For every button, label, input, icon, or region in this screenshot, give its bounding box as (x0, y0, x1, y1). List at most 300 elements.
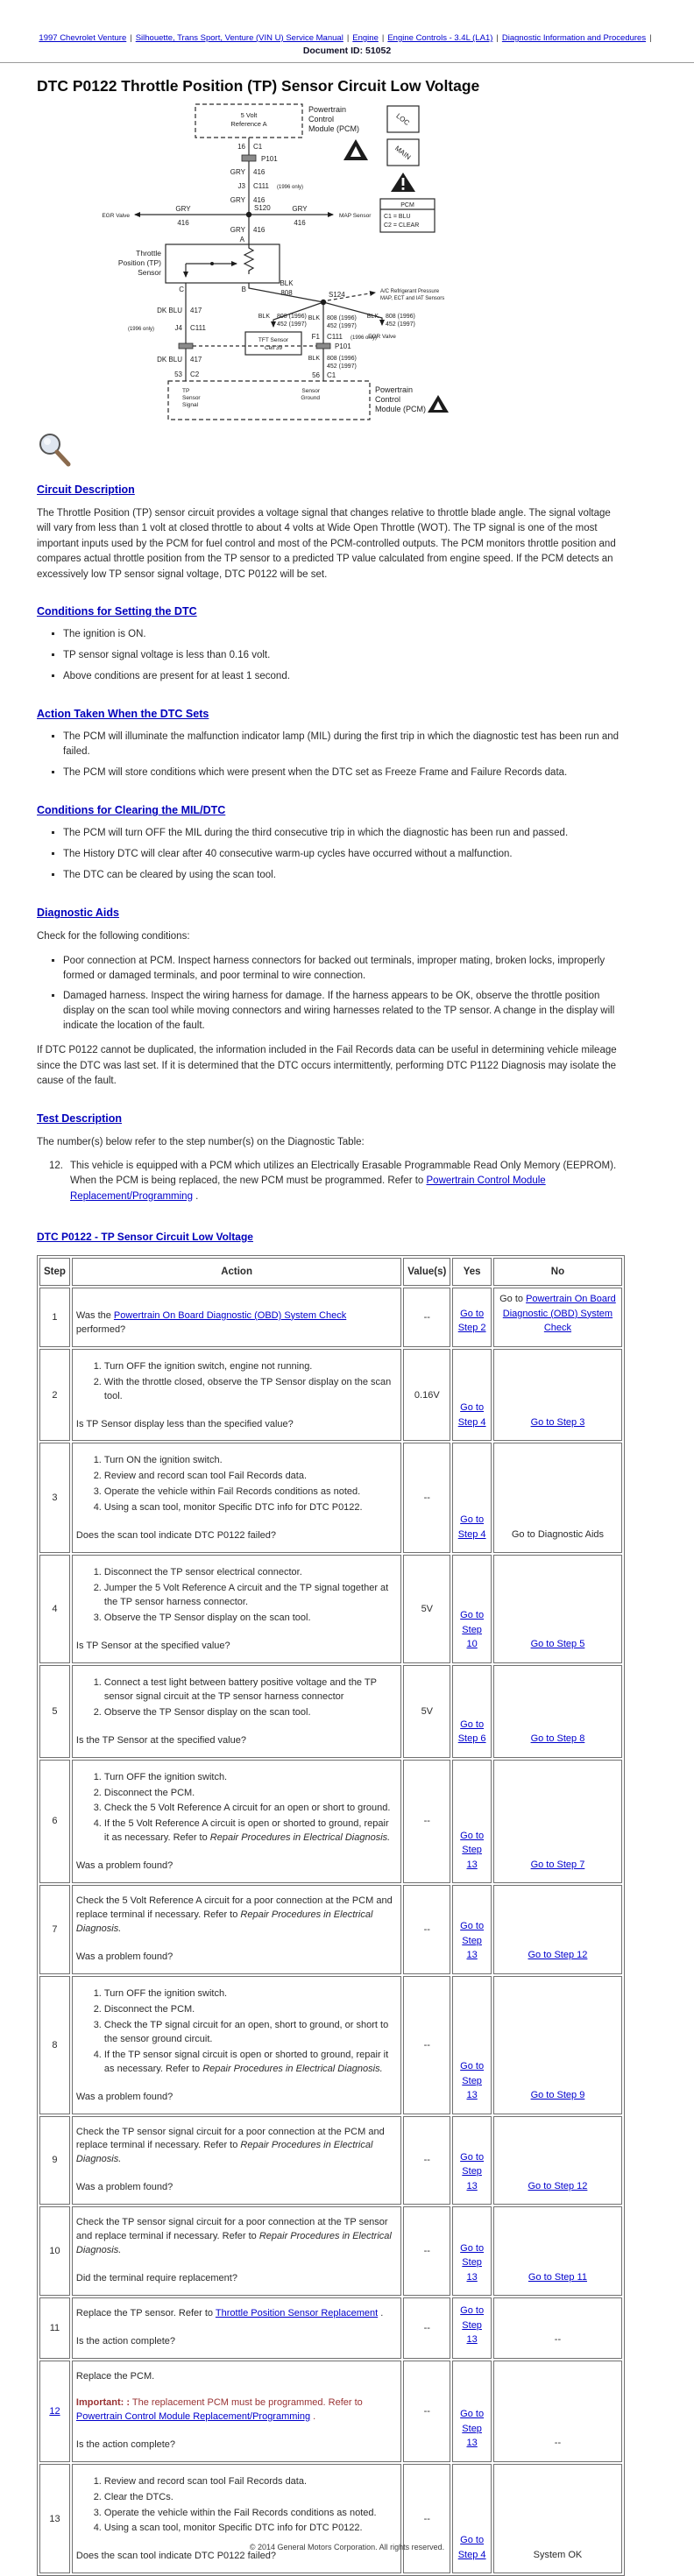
table-row (39, 2464, 622, 2574)
step-number: 11 (39, 2297, 70, 2359)
pcm-replacement-link[interactable]: Powertrain Control Module Replacement/Programming (75, 2410, 311, 2422)
yes-cell (452, 2297, 492, 2359)
action-question: Did the terminal require replacement? (75, 2273, 237, 2284)
value-cell: 5V (403, 1555, 450, 1663)
breadcrumb-link-vehicle[interactable]: 1997 Chevrolet Venture (39, 33, 127, 43)
no-text: Go to (499, 1294, 527, 1305)
no-cell: System OK (493, 2464, 622, 2574)
test-description-item (49, 1159, 626, 1204)
diagram-label: BLK (366, 314, 379, 320)
go-to-step-link[interactable]: Go to Step 13 (460, 2061, 485, 2101)
table-row (39, 1885, 622, 1974)
action-text: performed? (75, 1323, 126, 1335)
table-caption-link[interactable]: DTC P0122 - TP Sensor Circuit Low Voltage (37, 1230, 253, 1243)
diagram-label: EGR Valve (368, 334, 396, 340)
action-text-italic: Repair Procedures in Electrical Diagnosis. (209, 1832, 391, 1844)
diagram-label: EGR Valve (102, 213, 130, 219)
important-note (76, 2396, 393, 2424)
no-cell (493, 1760, 622, 1884)
diagram-label: 808 (1996) (327, 315, 357, 321)
wiring-diagram (74, 99, 694, 429)
table-row (39, 1760, 622, 1884)
step-number: 1 (39, 1288, 70, 1347)
action-steps (76, 1771, 393, 1846)
action-step: 2. Clear the DTCs. (104, 2491, 393, 2505)
action-cell (72, 1760, 401, 1884)
action-step: 2. Disconnect the PCM. (104, 2003, 393, 2017)
breadcrumb-separator: | (130, 33, 132, 43)
breadcrumb-separator: | (496, 33, 499, 43)
step-number: 2 (39, 1349, 70, 1442)
section-heading-test-description[interactable]: Test Description (37, 1112, 123, 1125)
diagram-label: Ground (301, 395, 320, 401)
go-to-step-link[interactable]: Go to Step 7 (530, 1859, 585, 1870)
diagram-label: 417 (190, 307, 202, 314)
test-description-intro: The number(s) below refer to the step number(s) on the Diagnostic Table: (37, 1136, 365, 1147)
action-text-italic: Repair Procedures in Electrical Diagnosis. (75, 2140, 373, 2165)
action-question: Does the scan tool indicate DTC P0122 failed? (75, 2551, 276, 2562)
action-question: Was a problem found? (75, 1860, 174, 1872)
action-cell (72, 1665, 401, 1758)
diagram-label: GRY (230, 196, 245, 204)
diagram-label: Reference A (230, 120, 267, 128)
action-cell (72, 1443, 401, 1553)
loc-icon-label: LOC (394, 111, 411, 128)
action-step: 4. Using a scan tool, monitor Specific DTC info for DTC P0122. (104, 2522, 393, 2536)
yes-cell (452, 1288, 492, 1347)
value-cell: -- (403, 2116, 450, 2205)
diagram-label: C111 (253, 182, 269, 190)
diagram-label: 452 (1997) (386, 321, 415, 328)
action-steps (76, 1360, 393, 1404)
step-number: 10 (39, 2206, 70, 2296)
action-step: 1. Turn OFF the ignition switch. (104, 1987, 393, 2001)
splice-s120-dot (246, 212, 251, 217)
yes-cell (452, 2116, 492, 2205)
diagram-label: Module (PCM) (308, 124, 360, 133)
section-heading-conditions-clearing[interactable]: Conditions for Clearing the MIL/DTC (37, 804, 226, 817)
yes-cell (452, 1555, 492, 1663)
action-step: 2. Jumper the 5 Volt Reference A circuit and the TP signal together at the TP sensor harness connector. (104, 1582, 393, 1610)
obd-system-check-link[interactable]: Powertrain On Board Diagnostic (OBD) System Check (113, 1309, 347, 1321)
value-cell: -- (403, 1885, 450, 1974)
diagram-label: GRY (230, 168, 245, 176)
diagram-label: Cell 39 (264, 345, 283, 351)
value-cell: -- (403, 1288, 450, 1347)
step-12-link[interactable]: 12 (49, 2405, 60, 2417)
action-cell (72, 2361, 401, 2462)
list-item: ▪ The PCM will illuminate the malfunction indicator lamp (MIL) during the first trip in which the diagnostic test has been run and failed. (63, 730, 626, 759)
diagram-label: MAP Sensor (339, 213, 372, 219)
action-step (104, 2049, 393, 2077)
caution-mark (402, 178, 405, 186)
no-cell: Go to Diagnostic Aids (493, 1443, 622, 1553)
breadcrumb-separator: | (346, 33, 350, 43)
action-step: 3. Check the 5 Volt Reference A circuit for an open or short to ground. (104, 1802, 393, 1816)
table-row (39, 2206, 622, 2296)
diagram-label: Sensor (301, 388, 320, 394)
action-steps (76, 1566, 393, 1626)
diagram-label: 16 (237, 143, 245, 151)
action-text-italic: Repair Procedures in Electrical Diagnosis. (75, 1909, 373, 1935)
item-number: 12. (49, 1161, 63, 1172)
main-icon-label: MAIN (393, 144, 413, 162)
table-row (39, 1555, 622, 1663)
go-to-step-link[interactable]: Go to Step 12 (528, 1950, 588, 1961)
go-to-step-link[interactable]: Go to Step 11 (528, 2271, 587, 2283)
go-to-step-link[interactable]: Go to Step 9 (530, 2090, 585, 2101)
diagram-label: 808 (280, 289, 293, 297)
page-title: DTC P0122 Throttle Position (TP) Sensor Circuit Low Voltage (37, 77, 480, 95)
action-cell (72, 1349, 401, 1442)
table-row (39, 1443, 622, 1553)
no-cell (493, 1665, 622, 1758)
diagram-label: TFT Sensor (258, 337, 289, 343)
table-row (39, 1665, 622, 1758)
go-to-step-link[interactable]: Go to Step 13 (460, 1830, 485, 1870)
list-item: ▪ The ignition is ON. (63, 627, 626, 642)
go-to-step-link[interactable]: Go to Step 10 (460, 1610, 485, 1650)
action-question: Is the action complete? (75, 2335, 176, 2347)
diagram-label: BLK (308, 356, 320, 362)
section-heading-action-taken[interactable]: Action Taken When the DTC Sets (37, 708, 209, 721)
yes-cell (452, 1976, 492, 2114)
diagram-label: Position (TP) (117, 258, 161, 267)
breadcrumb (0, 0, 694, 43)
action-cell (72, 2297, 401, 2359)
column-header-step: Step (39, 1258, 70, 1286)
action-question: Does the scan tool indicate DTC P0122 failed? (75, 1530, 276, 1542)
diagram-label: Signal (182, 402, 199, 408)
table-row (39, 2297, 622, 2359)
step-number: 8 (39, 1976, 70, 2114)
go-to-step-link[interactable]: Go to Step 4 (457, 2535, 486, 2560)
diagram-label: (1996 only) (277, 185, 304, 190)
diagram-zoom-control[interactable] (35, 431, 694, 469)
diagram-label: MAP, ECT and IAT Sensors (380, 296, 445, 301)
diagram-label: 416 (177, 219, 189, 227)
action-step: 3. Operate the vehicle within Fail Records conditions as noted. (104, 1486, 393, 1500)
list-item: ▪ Poor connection at PCM. Inspect harness connectors for backed out terminals, improper mating, broken locks, improperly formed or damaged terminals, and poor terminal to wire connection. (63, 954, 626, 983)
list-item: ▪ The PCM will store conditions which were present when the DTC set as Freeze Frame and Failure Records data. (63, 766, 626, 780)
diagram-label: Sensor (182, 395, 201, 401)
breadcrumb-separator: | (649, 33, 652, 43)
section-heading-conditions-setting[interactable]: Conditions for Setting the DTC (37, 605, 197, 618)
go-to-step-link[interactable]: Go to Step 3 (530, 1416, 585, 1428)
step-number: 3 (39, 1443, 70, 1553)
diagram-label: C111 (327, 333, 343, 341)
list-item: ▪ Damaged harness. Inspect the wiring harness for damage. If the harness appears to be OK, observe the throttle position display on the scan tool while moving connectors and wiring harnesses related to the TP sensor. A change in the display will indicate the location of the fault. (63, 989, 626, 1033)
p101-connector-glyph (242, 155, 256, 161)
go-to-step-link[interactable]: Go to Step 13 (460, 2151, 485, 2191)
section-heading-diagnostic-aids[interactable]: Diagnostic Aids (37, 907, 119, 920)
action-cell (72, 2206, 401, 2296)
action-step: 1. Review and record scan tool Fail Records data. (104, 2475, 393, 2489)
value-cell: -- (403, 1976, 450, 2114)
action-steps (76, 1987, 393, 2077)
conditions-setting-list (37, 627, 626, 683)
breadcrumb-link-engine-controls[interactable]: Engine Controls - 3.4L (LA1) (387, 33, 493, 43)
value-cell: -- (403, 2464, 450, 2574)
important-text: The replacement PCM must be programmed. Refer to (130, 2396, 363, 2408)
diagram-label: 416 (253, 168, 266, 176)
action-text: . (378, 2308, 384, 2319)
yes-cell (452, 1760, 492, 1884)
diagram-label: Control (375, 395, 401, 404)
diagnostic-aids-list (37, 954, 626, 1033)
action-paragraph (76, 2126, 393, 2168)
action-text: Was the (75, 1309, 114, 1321)
action-cell (72, 1555, 401, 1663)
caution-mark (402, 187, 405, 190)
diagram-label: C1 (253, 143, 263, 151)
diagram-label: 416 (294, 219, 306, 227)
diagram-label: 808 (1996) (386, 314, 415, 320)
action-step: 4. Using a scan tool, monitor Specific DTC info for DTC P0122. (104, 1501, 393, 1515)
action-step: 1. Disconnect the TP sensor electrical connector. (104, 1566, 393, 1580)
action-text: Check the TP sensor signal circuit for a poor connection at the TP sensor and replace terminal if necessary. Refer to (75, 2217, 388, 2242)
no-cell (493, 1349, 622, 1442)
splice-s124-dot (321, 300, 326, 305)
step-number: 4 (39, 1555, 70, 1663)
diagram-label: BLK (308, 315, 320, 321)
list-item: ▪ The DTC can be cleared by using the scan tool. (63, 868, 626, 883)
yes-cell (452, 2361, 492, 2462)
diagram-label: Powertrain (375, 385, 414, 394)
diagram-label: C1 (327, 371, 336, 379)
value-cell: -- (403, 1760, 450, 1884)
diagram-label: C2 = CLEAR (384, 222, 420, 229)
conditions-clearing-list (37, 826, 626, 882)
no-cell: -- (493, 2361, 622, 2462)
go-to-step-link[interactable]: Go to Step 4 (457, 1402, 486, 1428)
p101-connector-glyph (316, 343, 330, 349)
action-steps (76, 2475, 393, 2537)
action-question: Is the action complete? (75, 2438, 176, 2450)
go-to-step-link[interactable]: Go to Step 13 (460, 2305, 485, 2346)
diagram-label: S124 (329, 291, 345, 299)
go-to-step-link[interactable]: Go to Step 13 (460, 1921, 485, 1961)
no-cell (493, 2206, 622, 2296)
diagram-label: 808 (1996) (327, 356, 357, 362)
action-text: If the 5 Volt Reference A circuit is open or shorted to ground, repair it as necessary. Refer to (103, 1818, 389, 1844)
diagram-label: TP (182, 388, 190, 394)
go-to-step-link[interactable]: Go to Step 5 (530, 1639, 585, 1650)
action-step: 3. Check the TP signal circuit for an open, short to ground, or short to the sensor ground circuit. (104, 2019, 393, 2047)
go-to-step-link[interactable]: Go to Step 8 (530, 1733, 585, 1745)
list-item: ▪ Above conditions are present for at least 1 second. (63, 669, 626, 684)
diagram-label: (1996 only) (127, 327, 154, 332)
value-cell: -- (403, 2361, 450, 2462)
diagram-label: P101 (335, 342, 351, 350)
action-question: Is TP Sensor at the specified value? (75, 1640, 230, 1651)
action-cell (72, 1976, 401, 2114)
copyright-footer: © 2014 General Motors Corporation. All rights reserved. (249, 2543, 445, 2552)
action-step: 1. Turn OFF the ignition switch. (104, 1771, 393, 1785)
diagram-label: F1 (311, 333, 320, 341)
value-cell: -- (403, 2206, 450, 2296)
action-steps (76, 1454, 393, 1515)
magnifier-icon[interactable] (35, 431, 74, 469)
p101-connector-glyph (179, 343, 193, 349)
go-to-step-link[interactable]: Go to Step 2 (457, 1308, 486, 1334)
pcm-replacement-link[interactable]: Powertrain Control Module Replacement/Programming (70, 1175, 546, 1202)
item-text-lead: This vehicle is equipped with a PCM which utilizes an Electrically Erasable Programmable Read Only Memory (EEPROM). When the PCM is being replaced, the new PCM must be programmed. Refer to (70, 1161, 617, 1187)
diagnostic-table (37, 1255, 625, 2576)
action-paragraph (76, 2216, 393, 2258)
diagram-label: 56 (312, 371, 320, 379)
breadcrumb-link-engine[interactable]: Engine (352, 33, 379, 43)
diagram-label: GRY (292, 205, 308, 213)
action-question: Was a problem found? (75, 2182, 174, 2193)
diagram-label: 5 Volt (240, 111, 258, 119)
go-to-step-link[interactable]: Go to Step 13 (460, 2242, 485, 2283)
action-steps (76, 1676, 393, 1720)
action-step: 3. Observe the TP Sensor display on the scan tool. (104, 1612, 393, 1626)
table-row (39, 1976, 622, 2114)
list-item: ▪ TP sensor signal voltage is less than 0.16 volt. (63, 648, 626, 663)
column-header-action: Action (72, 1258, 401, 1286)
diagnostic-aids-intro: Check for the following conditions: (37, 931, 190, 942)
resistor-symbol (244, 244, 253, 274)
tp-sensor-replacement-link[interactable]: Throttle Position Sensor Replacement (215, 2308, 379, 2319)
diagram-label: J3 (237, 182, 245, 190)
section-heading-circuit-description[interactable]: Circuit Description (37, 483, 135, 496)
yes-cell (452, 1665, 492, 1758)
wiper-dot (210, 262, 214, 265)
action-paragraph (76, 2307, 393, 2321)
diagram-label: BLK (258, 314, 270, 320)
yes-cell (452, 1443, 492, 1553)
action-step: 2. Disconnect the PCM. (104, 1787, 393, 1801)
diagram-label: Throttle (136, 249, 161, 258)
go-to-step-link[interactable]: Go to Step 12 (528, 2180, 588, 2191)
table-row (39, 1288, 622, 1347)
step-number: 13 (39, 2464, 70, 2574)
no-cell (493, 1976, 622, 2114)
yes-cell (452, 1349, 492, 1442)
value-cell: 0.16V (403, 1349, 450, 1442)
action-cell (72, 2464, 401, 2574)
breadcrumb-link-manual[interactable]: Silhouette, Trans Sport, Venture (VIN U) Service Manual (135, 33, 343, 43)
diagram-label: (1996 only) (351, 335, 378, 341)
value-cell: 5V (403, 1665, 450, 1758)
step-number: 9 (39, 2116, 70, 2205)
column-header-yes: Yes (452, 1258, 492, 1286)
yes-cell (452, 1885, 492, 1974)
action-question: Was a problem found? (75, 1951, 174, 1963)
diagram-label: 452 (1997) (327, 323, 357, 329)
diagram-label: 808 (1996) (277, 314, 307, 320)
step-number-link (39, 2361, 70, 2462)
diagram-label: 417 (190, 356, 202, 363)
tft-sensor-box (245, 332, 301, 355)
action-text: If the TP sensor signal circuit is open or shorted to ground, repair it as necessary. Refer to (103, 2049, 389, 2074)
action-step: 1. Turn ON the ignition switch. (104, 1454, 393, 1468)
diagram-label: C1 = BLU (384, 214, 411, 220)
diagnostic-aids-outro: If DTC P0122 cannot be duplicated, the information included in the Fail Records data can be useful in determining vehicle mileage since the DTC was last set. If it is determined that the DTC occurs intermittently, performing DTC P1122 Diagnosis may isolate the cause of the fault. (37, 1045, 617, 1087)
wiring-diagram-svg (74, 99, 450, 425)
diagram-label: Module (PCM) (375, 405, 427, 413)
diagram-label: 53 (174, 371, 182, 378)
action-step: 2. Observe the TP Sensor display on the scan tool. (104, 1706, 393, 1720)
diagram-label: C (179, 286, 184, 293)
action-paragraph (76, 1895, 393, 1937)
diagram-label: C2 (190, 371, 200, 378)
no-cell (493, 1288, 622, 1347)
table-row (39, 1349, 622, 1442)
diagram-label: 416 (253, 196, 266, 204)
action-text: Check the TP sensor signal circuit for a poor connection at the PCM and replace terminal if necessary. Refer to (75, 2126, 385, 2151)
step-number: 5 (39, 1665, 70, 1758)
diagram-label: Control (308, 115, 335, 124)
step-number: 6 (39, 1760, 70, 1884)
action-cell (72, 1288, 401, 1347)
important-suffix: . (310, 2410, 316, 2422)
action-step (104, 1817, 393, 1846)
obd-system-check-link[interactable]: Powertrain On Board Diagnostic (OBD) System Check (502, 1294, 616, 1334)
table-header-row (39, 1258, 622, 1286)
circuit-description-text: The Throttle Position (TP) sensor circuit provides a voltage signal that changes relative to throttle blade angle. The signal voltage will vary from less than 1 volt at closed throttle to about 4 volts at Wide Open Throttle (WOT). The TP signal is one of the most important inputs used by the PCM for fuel control and most of the PCM-controlled outputs. The PCM monitors throttle position and compares actual throttle position from the TP sensor to a predicted TP value calculated from engine speed. If the PCM detects an excessively low TP sensor signal voltage, DTC P0122 will be set. (37, 508, 616, 580)
action-step: 1. Connect a test light between battery positive voltage and the TP sensor signal circuit at the TP sensor harness connector (104, 1676, 393, 1704)
action-step: 2. With the throttle closed, observe the TP Sensor display on the scan tool. (104, 1376, 393, 1404)
important-label: Important: : (75, 2396, 131, 2408)
table-row (39, 2361, 622, 2462)
item-text (70, 1159, 626, 1204)
action-cell (72, 2116, 401, 2205)
diagram-label: C111 (190, 324, 206, 332)
action-text-italic: Repair Procedures in Electrical Diagnosis. (202, 2063, 383, 2074)
action-paragraph: Replace the PCM. (75, 2370, 155, 2382)
value-cell: -- (403, 2297, 450, 2359)
diagram-label: BLK (280, 279, 294, 287)
go-to-step-link[interactable]: Go to Step 13 (460, 2409, 485, 2449)
no-cell (493, 1885, 622, 1974)
value-cell: -- (403, 1443, 450, 1553)
table-row (39, 2116, 622, 2205)
diagram-label: B (241, 286, 246, 293)
go-to-step-link[interactable]: Go to Step 6 (457, 1719, 486, 1745)
diagram-label: 416 (253, 226, 266, 234)
action-taken-list (37, 730, 626, 780)
action-question: Was a problem found? (75, 2091, 174, 2102)
diagram-label: DK BLU (157, 356, 182, 363)
breadcrumb-link-diagnostic-info[interactable]: Diagnostic Information and Procedures (501, 33, 647, 43)
diagram-label: 452 (1997) (327, 363, 357, 370)
no-cell (493, 2116, 622, 2205)
diagram-label: GRY (230, 226, 245, 234)
column-header-no: No (493, 1258, 622, 1286)
list-item: ▪ The History DTC will clear after 40 consecutive warm-up cycles have occurred without a malfunction. (63, 847, 626, 862)
diagram-label: A/C Refrigerant Pressure (380, 289, 440, 294)
diagram-label: DK BLU (157, 307, 182, 314)
action-cell (72, 1885, 401, 1974)
action-step: 2. Review and record scan tool Fail Records data. (104, 1470, 393, 1484)
breadcrumb-separator: | (381, 33, 385, 43)
document-id: Document ID: 51052 (302, 46, 392, 56)
go-to-step-link[interactable]: Go to Step 4 (457, 1514, 486, 1540)
diagram-label: PCM (400, 202, 414, 208)
diagram-label: GRY (175, 205, 191, 213)
action-text: Check the 5 Volt Reference A circuit for a poor connection at the PCM and replace terminal if necessary. Refer to (75, 1895, 393, 1921)
yes-cell (452, 2206, 492, 2296)
action-question: Is TP Sensor display less than the specified value? (75, 1418, 294, 1429)
no-cell: -- (493, 2297, 622, 2359)
column-header-values: Value(s) (403, 1258, 450, 1286)
diagram-label: J4 (174, 324, 182, 332)
step-number: 7 (39, 1885, 70, 1974)
diagram-label: A (239, 236, 244, 243)
